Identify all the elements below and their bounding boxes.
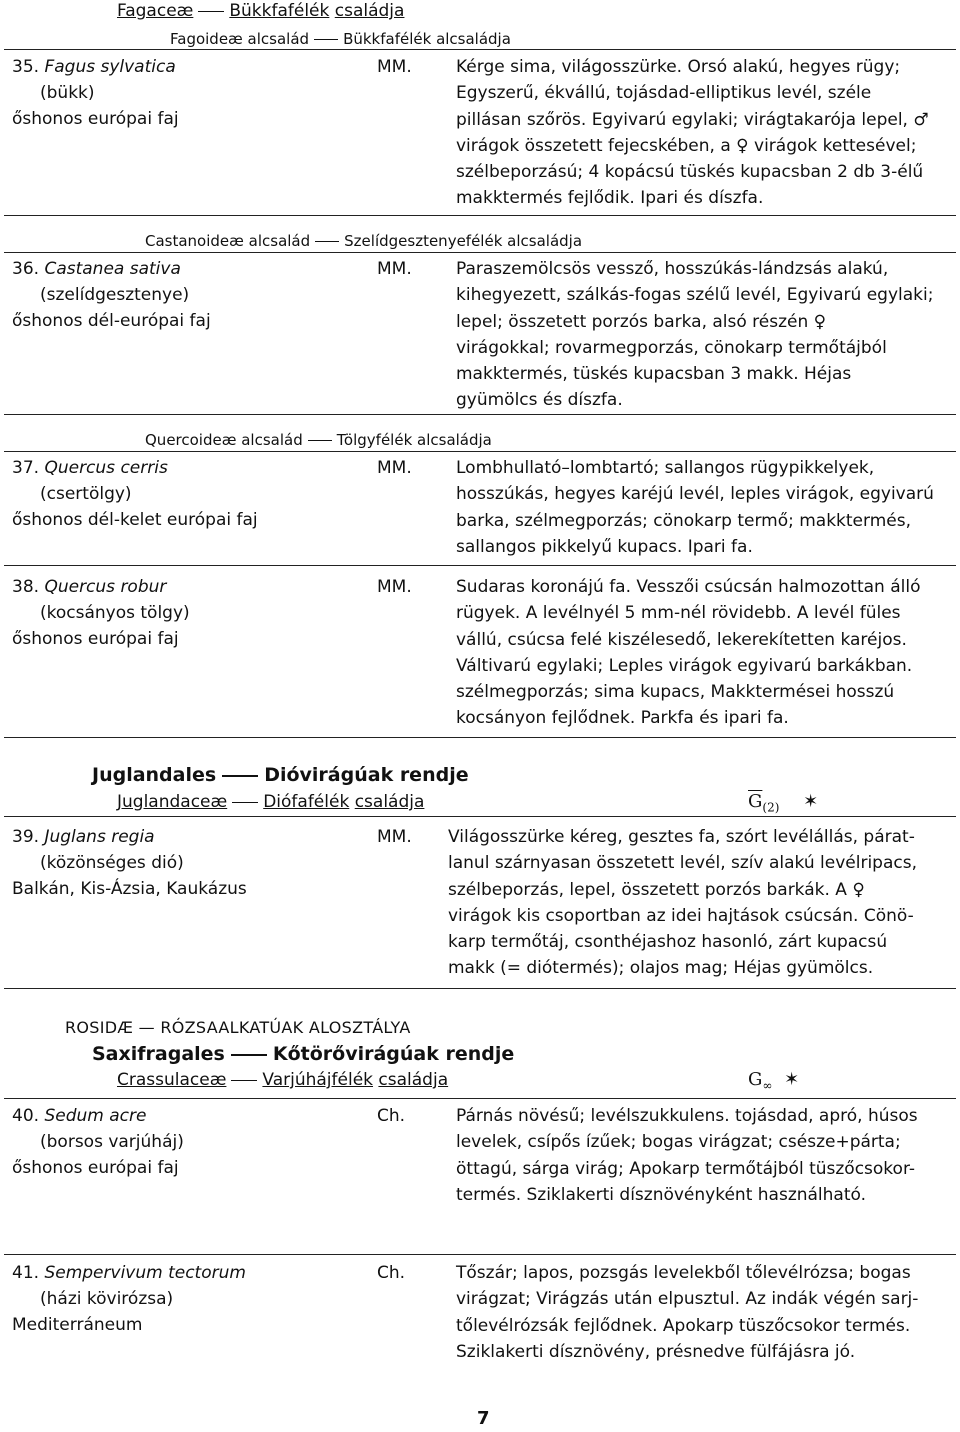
species-info-37: 37. Quercus cerris (csertölgy) őshonos dél-kelet európai faj (12, 455, 258, 533)
species-common-name: (kocsányos tölgy) (40, 603, 190, 623)
species-info-38: 38. Quercus robur (kocsányos tölgy) őshonos európai faj (12, 574, 190, 652)
life-form-code: MM. (377, 259, 412, 279)
species-origin: őshonos dél-európai faj (12, 311, 211, 331)
subclass-heading-rosidae: ROSIDÆ — RÓZSAALKATÚAK ALOSZTÁLYA (65, 1018, 411, 1037)
species-origin: Mediterráneum (12, 1315, 143, 1335)
species-description-40: Párnás növésű; levélszukkulens. tojásdad, apró, húsos levelek, csípős ízűek; bogas virágzat; csésze+párta; öttagú, sárga virág; Apokarp termőtájból tüszőcsokor- termés. Sziklakerti dísznövényként használható. (456, 1106, 918, 1205)
species-common-name: (borsos varjúháj) (40, 1132, 184, 1152)
species-origin: őshonos dél-kelet európai faj (12, 510, 258, 530)
species-common-name: (bükk) (40, 83, 95, 103)
divider (4, 565, 956, 566)
family-heading-crassulaceae: Crassulaceæ Varjúhájfélék családja (117, 1070, 449, 1090)
divider (4, 737, 956, 738)
life-form-code: MM. (377, 57, 412, 77)
divider (4, 1254, 956, 1255)
species-origin: őshonos európai faj (12, 109, 179, 129)
species-description-36: Paraszemölcsös vessző, hosszúkás-lándzsás alakú, kihegyezett, szálkás-fogas szélű levél, Egyivarú egylaki; lepel; összetett porzós barka, alsó részén ♀ virágokkal; rovarmegporzás, cönokarp termőtájból makktermés, tüskés kupacsban 3 makk. Héjas gyümölcs és díszfa. (456, 259, 934, 411)
divider (4, 1098, 956, 1099)
species-origin: őshonos európai faj (12, 629, 179, 649)
species-latin-name: Sempervivum tectorum (44, 1263, 246, 1283)
species-latin-name: Quercus robur (44, 577, 167, 597)
life-form-code: Ch. (377, 1263, 406, 1283)
species-latin-name: Fagus sylvatica (44, 57, 176, 77)
life-form-code: MM. (377, 577, 412, 597)
species-info-36: 36. Castanea sativa (szelídgesztenye) őshonos dél-európai faj (12, 256, 211, 334)
page-number: 7 (477, 1408, 490, 1429)
star-symbol-icon: ✶ (784, 1069, 800, 1090)
divider (4, 414, 956, 415)
family-heading-juglandaceae: Juglandaceæ Diófafélék családja (117, 792, 425, 812)
life-form-code: MM. (377, 458, 412, 478)
divider (4, 252, 956, 253)
subfamily-heading-castanoideae: Castanoideæ alcsalád Szelídgesztenyefélék alcsaládja (145, 232, 583, 250)
species-latin-name: Quercus cerris (44, 458, 168, 478)
subfamily-heading-fagoideae: Fagoideæ alcsalád Bükkfafélék alcsaládja (170, 30, 511, 48)
star-symbol-icon: ✶ (803, 791, 819, 812)
species-latin-name: Sedum acre (44, 1106, 147, 1126)
order-heading-juglandales: Juglandales Dióvirágúak rendje (92, 764, 469, 786)
family-heading-fagaceae: Fagaceæ Bükkfafélék családja (117, 1, 405, 21)
species-description-41: Tőszár; lapos, pozsgás levelekből tőlevélrózsa; bogas virágzat; Virágzás után elpusztul. Az indák végén sarj- tőlevélrózsák fejlődnek. Apokarp tüszőcsokor termés. Sziklakerti dísznövény, présnedve fülfájásra jó. (456, 1263, 919, 1362)
life-form-code: MM. (377, 827, 412, 847)
species-description-39: Világosszürke kéreg, gesztes fa, szórt levélállás, párat- lanul szárnyasan összetett levél, szív alakú levélripacs, szélbeporzás, lepel, összetett porzós barkák. A ♀ virágok kis csoportban az idei hajtások csúcsán. Cönö- karp termőtáj, csonthéjashoz hasonló, zárt kupacsú makk (= diótermés); olajos mag; Héjas gyümölcs. (448, 827, 917, 979)
species-latin-name: Castanea sativa (44, 259, 181, 279)
divider (4, 451, 956, 452)
species-common-name: (házi kövirózsa) (40, 1289, 174, 1309)
species-info-40: 40. Sedum acre (borsos varjúháj) őshonos európai faj (12, 1103, 184, 1181)
order-heading-saxifragales: Saxifragales Kőtörővirágúak rendje (92, 1043, 515, 1065)
species-origin: Balkán, Kis-Ázsia, Kaukázus (12, 879, 247, 899)
divider (4, 988, 956, 989)
species-description-35: Kérge sima, világosszürke. Orsó alakú, hegyes rügy; Egyszerű, ékvállú, tojásdad-elliptikus levél, széle pillásan szőrös. Egyivarú egylaki; virágtakarója lepel, ♂ virágok összetett fejecskében, a ♀ virágok kettesével; szélbeporzású; 4 kopácsú tüskés kupacsban 2 db 3-élű makktermés fejlődik. Ipari és díszfa. (456, 57, 929, 209)
life-form-code: Ch. (377, 1106, 406, 1126)
divider (4, 816, 956, 817)
species-info-39: 39. Juglans regia (közönséges dió) Balkán, Kis-Ázsia, Kaukázus (12, 824, 247, 902)
species-common-name: (közönséges dió) (40, 853, 184, 873)
species-description-38: Sudaras koronájú fa. Vesszői csúcsán halmozottan álló rügyek. A levélnyél 5 mm-nél rövidebb. A levél füles vállú, csúcsa felé kiszélesedő, lekerekítetten karéjos. Váltivarú egylaki; Leples virágok egyivarú barkákban. szélmegporzás; sima kupacs, Makktermései hosszú kocsányon fejlődnek. Parkfa és ipari fa. (456, 577, 921, 729)
subfamily-heading-quercoideae: Quercoideæ alcsalád Tölgyfélék alcsaládja (145, 431, 492, 449)
floral-formula-juglandaceae: $\overline{G}_{(2)}$ ✶ (748, 791, 819, 815)
species-common-name: (csertölgy) (40, 484, 132, 504)
species-info-35: 35. Fagus sylvatica (bükk) őshonos európai faj (12, 54, 179, 132)
floral-formula-crassulaceae: $G_\infty$ ✶ (748, 1069, 800, 1093)
species-common-name: (szelídgesztenye) (40, 285, 190, 305)
divider (4, 49, 956, 50)
species-latin-name: Juglans regia (44, 827, 155, 847)
species-origin: őshonos európai faj (12, 1158, 179, 1178)
species-description-37: Lombhullató–lombtartó; sallangos rügypikkelyek, hosszúkás, hegyes karéjú levél, leples virágok, egyivarú barka, szélmegporzás; cönokarp termő; makktermés, sallangos pikkelyű kupacs. Ipari fa. (456, 458, 934, 557)
species-info-41: 41. Sempervivum tectorum (házi kövirózsa) Mediterráneum (12, 1260, 246, 1338)
divider (4, 215, 956, 216)
